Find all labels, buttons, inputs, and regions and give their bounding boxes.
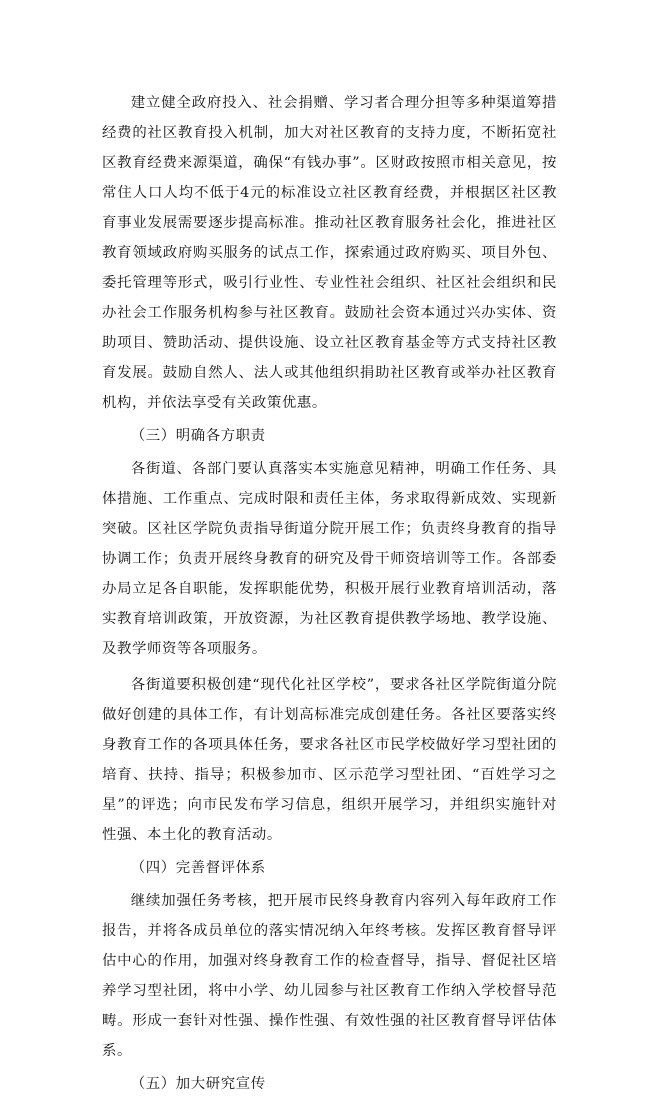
paragraph-supervision: 继续加强任务考核，把开展市民终身教育内容列入每年政府工作报告，并将各成员单位的落实情况纳入年终考核。发挥区教育督导评估中心的作用，加强对终身教育工作的检查督导，指导、督促社区培养学习型社团，将中小学、幼儿园参与社区教育工作纳入学校督导范畴。形成一套针对性强、操作性强、有效性强的社区教育督导评估体系。 <box>102 893 557 1059</box>
heading-section-5: （五）加大研究宣传 <box>130 1076 266 1092</box>
paragraph-responsibilities: 各街道、各部门要认真落实本实施意见精神，明确工作任务、具体措施、工作重点、完成时限和责任主体，务求取得新成效、实现新突破。区社区学院负责指导街道分院开展工作；负责终身教育的指导协调工作；负责开展终身教育的研究及骨干师资培训等工作。各部委办局立足各自职能，发挥职能优势，积极开展行业教育培训活动，落实教育培训政策，开放资源，为社区教育提供教学场地、教学设施、及教学师资等各项服务。 <box>102 461 557 657</box>
paragraph-street-schools: 各街道要积极创建“现代化社区学校”，要求各社区学院街道分院做好创建的具体工作，有计划高标准完成创建任务。各社区要落实终身教育工作的各项具体任务，要求各社区市民学校做好学习型社团的培育、扶持、指导；积极参加市、区示范学习型社团、“百姓学习之星”的评选；向市民发布学习信息，组织开展学习，并组织实施针对性强、本土化的教育活动。 <box>102 677 557 843</box>
heading-section-3: （三）明确各方职责 <box>130 428 266 444</box>
paragraph-funding: 建立健全政府投入、社会捐赠、学习者合理分担等多种渠道筹措经费的社区教育投入机制，加大对社区教育的支持力度，不断拓宽社区教育经费来源渠道，确保“有钱办事”。区财政按照市相关意见，按常住人口人均不低于4元的标准设立社区教育经费，并根据区社区教育事业发展需要逐步提高标准。推动社区教育服务社会化，推进社区教育领域政府购买服务的试点工作，探索通过政府购买、项目外包、委托管理等形式，吸引行业性、专业性社会组织、社区社会组织和民办社会工作服务机构参与社区教育。鼓励社会资本通过兴办实体、资助项目、赞助活动、提供设施、设立社区教育基金等方式支持社区教育发展。鼓励自然人、法人或其他组织捐助社区教育或举办社区教育机构，并依法享受有关政策优惠。 <box>102 95 557 411</box>
heading-section-4: （四）完善督评体系 <box>130 860 266 876</box>
document-page <box>102 88 557 1099</box>
